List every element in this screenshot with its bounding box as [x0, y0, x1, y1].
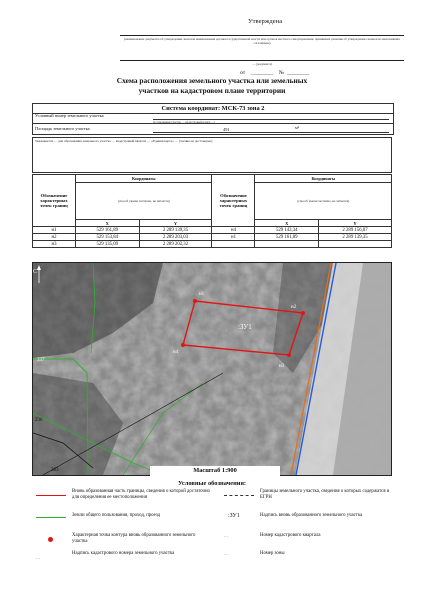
pt: н4 — [212, 227, 255, 234]
table-row — [33, 227, 392, 234]
cond-number-hint: (в отношении участка … кадастровый номер …) — [153, 119, 216, 124]
map-svg — [33, 263, 391, 475]
y: 2 289 203,03 — [139, 234, 212, 241]
zone-symbol: … — [224, 551, 228, 556]
y: 2 289 139,35 — [139, 227, 212, 234]
legend-item: Характерная точка контура вновь образованного земельного участка — [72, 533, 196, 544]
y: 2 289 156,07 — [319, 227, 392, 234]
coordinate-system: Система координат: МСК-73 зона 2 — [32, 103, 394, 114]
approval-title: Утверждена — [248, 18, 283, 25]
approval-date-number: от ________ № ________ — [240, 70, 310, 76]
legend-item: Номер кадастрового квартала — [260, 533, 321, 538]
y — [319, 241, 392, 248]
zu-symbol: :ЗУ1 — [228, 513, 240, 519]
map-number: 283 — [51, 468, 59, 473]
y: 2 289 139,35 — [319, 234, 392, 241]
approval-caption: (наименование документа об утверждении, включая наименования органов государственной власти или органов местного самоуправления, принявших решение об утверждении схемы или заключивших соглашение) — [124, 37, 400, 45]
point-label: н1 — [199, 292, 205, 297]
point-label: н3 — [279, 364, 285, 369]
approval-line — [120, 35, 404, 36]
red-point-icon — [48, 537, 53, 542]
pt: н3 — [33, 241, 76, 248]
x: 529 143,34 — [255, 227, 319, 234]
title-line-1: Схема расположения земельного участка или земельных — [116, 76, 308, 85]
method-desc-left: (способ указан частично, не читается) — [76, 183, 212, 220]
quarter-symbol: … — [224, 533, 228, 538]
point-marker — [193, 299, 197, 303]
parcel-label: :ЗУ1 — [238, 323, 252, 331]
area-value: 491 — [223, 127, 230, 132]
x: 529 161,89 — [255, 234, 319, 241]
conditional-number-row — [32, 113, 394, 124]
dashed-line-icon — [224, 495, 254, 496]
y-header: Y — [319, 220, 392, 227]
point-marker — [287, 353, 291, 357]
map-number: 337 — [37, 358, 45, 363]
legend-item: Надпись кадастрового номера земельного участка — [72, 551, 175, 556]
area-row — [32, 124, 394, 135]
table-row — [33, 234, 392, 241]
x: 529 153,84 — [76, 234, 140, 241]
x-header: X — [76, 220, 140, 227]
pt — [212, 241, 255, 248]
approval-line-2 — [120, 60, 404, 61]
satellite-map — [32, 262, 392, 476]
point-label: н4 — [173, 350, 179, 355]
legend-item: Земли общего пользования, проход, проезд — [72, 513, 161, 518]
approval-caption-2: … (документа) — [251, 62, 273, 66]
document-title — [0, 76, 424, 96]
x: 529 135,09 — [76, 241, 140, 248]
legend-title: Условные обозначения: — [177, 480, 247, 487]
y-header: Y — [139, 220, 212, 227]
approval-no: № — [278, 70, 285, 76]
area-unit: м² — [295, 125, 300, 130]
point-label-right: Обозначение характерных точек границ — [212, 175, 255, 227]
coordinates-table — [32, 174, 392, 248]
green-line-icon — [36, 517, 66, 518]
title-line-2: участков на кадастровом плане территории — [138, 86, 286, 95]
point-marker — [301, 311, 305, 315]
map-small-label: … — [201, 355, 205, 360]
legend-item: Вновь образованная часть границы, сведения о которой достаточно для определения ее местоположения — [72, 489, 210, 500]
x — [255, 241, 319, 248]
red-line-icon — [36, 495, 66, 496]
table-row — [33, 241, 392, 248]
pt: н1 — [212, 234, 255, 241]
note-paragraph: Указывается … для образования земельного участка … кадастровый квартал … «Единая карта» … (чтение не достоверно) — [32, 137, 392, 173]
point-label-left: Обозначение характерных точек границ — [33, 175, 76, 227]
cond-number-label: Условный номер земельного участка — [35, 113, 104, 118]
north-label: С — [33, 269, 38, 275]
coords-header-left: Координаты — [76, 175, 212, 183]
method-desc-right: (способ указан частично, не читается) — [255, 183, 392, 220]
point-label: н2 — [291, 305, 297, 310]
parcel-symbol: … — [36, 555, 40, 560]
map-number: 236 — [35, 418, 43, 423]
pt: н1 — [33, 227, 76, 234]
legend-item: Номер зоны — [260, 551, 285, 556]
x-header: X — [255, 220, 319, 227]
pt: н2 — [33, 234, 76, 241]
legend-item: Границы земельного участка, сведения о которых содержатся в ЕГРН — [260, 489, 390, 500]
approval-from: от — [240, 70, 246, 76]
y: 2 289 202,32 — [139, 241, 212, 248]
underline — [153, 132, 389, 133]
x: 529 161,89 — [76, 227, 140, 234]
coords-header-right: Координаты — [255, 175, 392, 183]
legend-item: Надпись вновь образованного земельного участка — [260, 513, 363, 518]
point-marker — [181, 343, 185, 347]
legend — [32, 489, 392, 589]
map-scale: Масштаб 1:900 — [150, 466, 280, 476]
area-label: Площадь земельного участка — [35, 126, 90, 131]
